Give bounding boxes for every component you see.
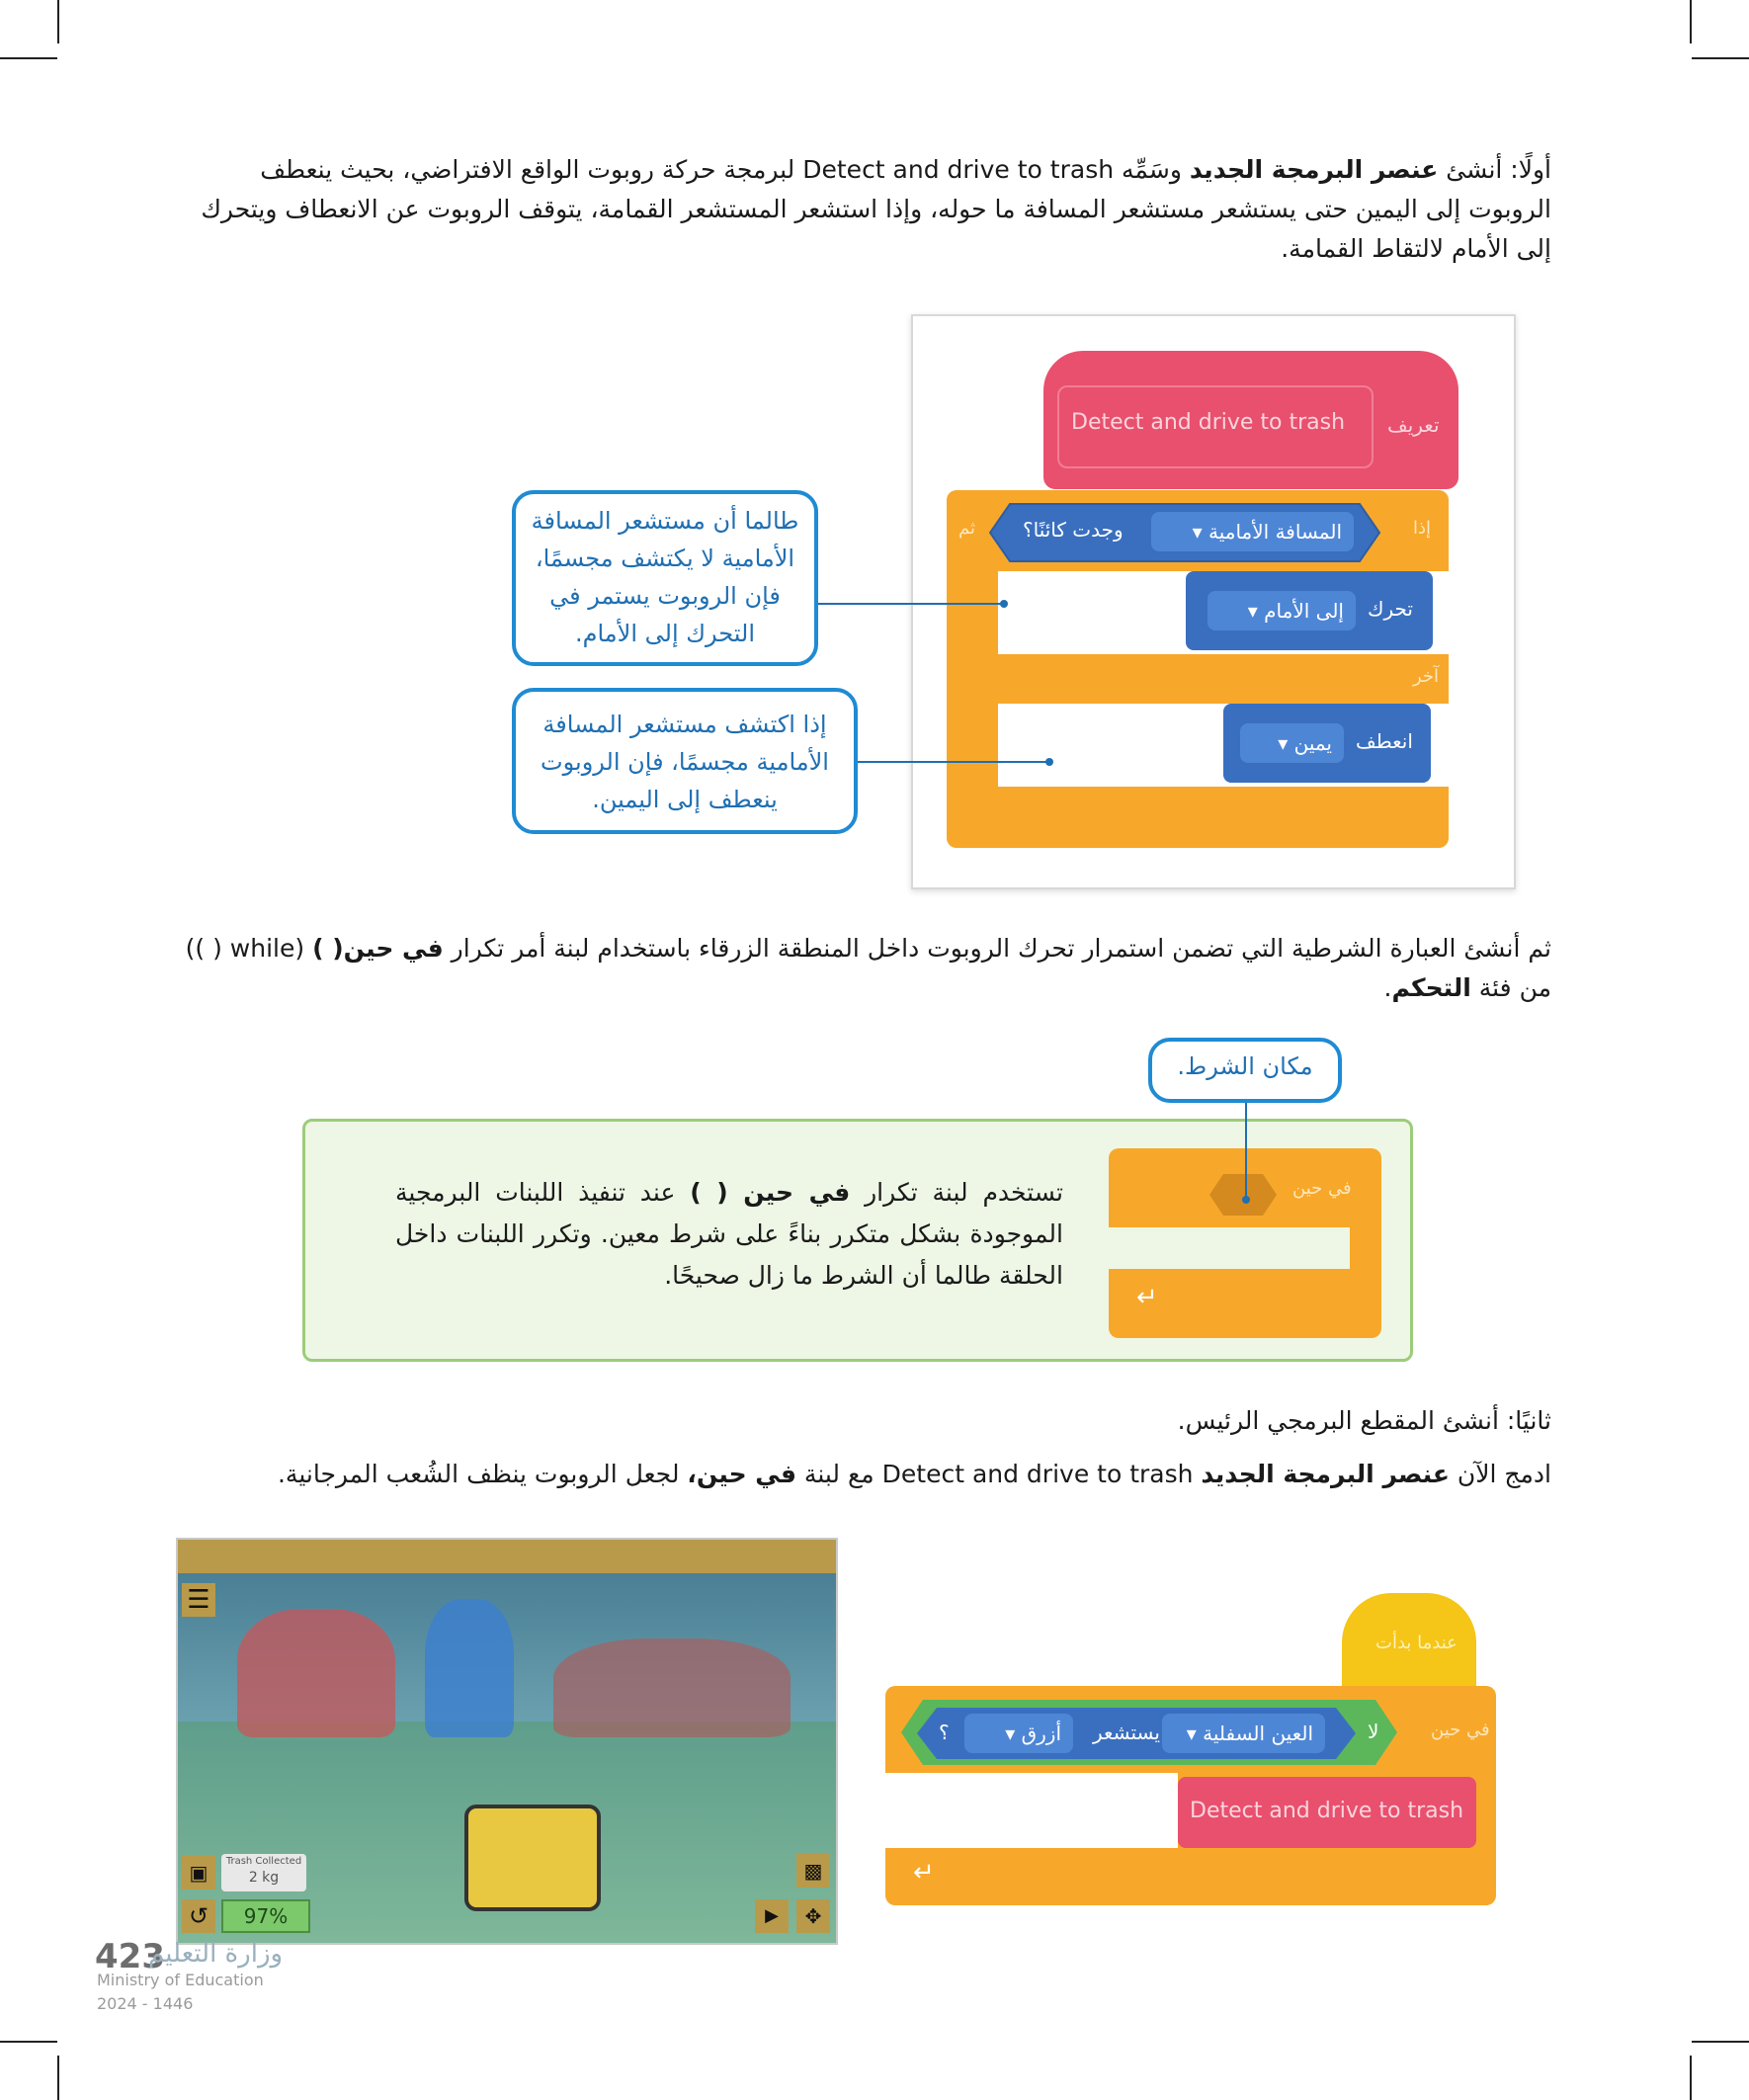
if-label: إذا [1413, 518, 1432, 539]
while-paragraph [183, 929, 1551, 1008]
merge-bold-new-block: عنصر البرمجة الجديد [1201, 1460, 1450, 1488]
move-direction-value: إلى الأمام [1264, 599, 1344, 623]
merge-name: Detect and drive to trash [874, 1460, 1202, 1488]
define-label: تعريف [1387, 413, 1440, 437]
intro-middle: وسَمِّه [1114, 155, 1190, 184]
while-info-text [395, 1172, 1063, 1297]
page-number: 423 [95, 1937, 165, 1976]
year: 2024 - 1446 [97, 1994, 194, 2013]
merge-with: مع لبنة [795, 1460, 874, 1488]
crop-mark [1690, 2056, 1692, 2100]
crop-mark [0, 2041, 57, 2043]
move-direction-dropdown[interactable] [1208, 591, 1356, 630]
battery-indicator [221, 1899, 310, 1933]
then-label: ثم [958, 518, 975, 539]
pan-icon[interactable]: ✥ [796, 1899, 830, 1933]
crop-mark [1692, 57, 1749, 59]
while-from: من فئة [1470, 973, 1551, 1002]
intro-paragraph [183, 150, 1551, 269]
crop-mark [0, 57, 57, 59]
chevron-down-icon: ▾ [1005, 1722, 1016, 1745]
turn-direction-dropdown[interactable] [1240, 723, 1344, 763]
detects-label: يستشعر [1093, 1721, 1160, 1744]
battery-value: 97% [243, 1904, 289, 1928]
when-started-label: عندما بدأت [1375, 1633, 1458, 1653]
intro-rest: لبرمجة حركة روبوت الواقع الافتراضي، بحيث ينعطف الروبوت إلى اليمين حتى يستشعر مستشعر المسافة ما حوله، وإذا استشعر المستشعر القمامة، يتوقف الروبوت عن الانعطاف ويتحرك إلى الأمام لالتقاط القمامة. [201, 155, 1551, 263]
while-bold: في حين( ) [312, 934, 444, 963]
camera-icon[interactable]: ▣ [182, 1856, 215, 1890]
front-distance-dropdown[interactable] [1151, 512, 1354, 551]
callout-turn: إذا اكتشف مستشعر المسافة الأمامية مجسمًا، فإن الروبوت ينعطف إلى اليمين. [512, 688, 858, 834]
coral-middle [425, 1599, 514, 1737]
loop-arrow-icon: ↵ [913, 1858, 935, 1888]
while-en: (while ( )) [185, 934, 313, 963]
intro-prefix: أولًا: أنشئ [1438, 155, 1551, 184]
merge-bold-while: في حين، [687, 1460, 796, 1488]
crop-mark [1690, 0, 1692, 43]
chevron-down-icon: ▾ [1247, 599, 1258, 623]
else-label: آخر [1413, 666, 1440, 687]
condition-callout: مكان الشرط. [1148, 1038, 1342, 1103]
second-step: ثانيًا: أنشئ المقطع البرمجي الرئيس. [1177, 1406, 1551, 1435]
while-prefix: ثم أنشئ العبارة الشرطية التي تضمن استمرار تحرك الروبوت داخل المنطقة الزرقاء باستخدام لبنة أمر تكرار [443, 934, 1551, 963]
callout-forward: طالما أن مستشعر المسافة الأمامية لا يكتشف مجسمًا، فإن الروبوت يستمر في التحرك إلى الأمام. [512, 490, 818, 666]
callout-forward-dot [1000, 600, 1008, 608]
merge-rest: لجعل الروبوت ينظف الشُعب المرجانية. [277, 1460, 688, 1488]
callout-turn-dot [1045, 758, 1053, 766]
move-label: تحرك [1368, 597, 1413, 621]
not-label: لا [1368, 1720, 1379, 1743]
game-top-bar [178, 1540, 838, 1573]
crop-mark [1692, 2041, 1749, 2043]
turn-direction-value: يمين [1293, 731, 1332, 755]
while-condition-slot [1208, 1172, 1279, 1218]
while-block-mouth [1109, 1227, 1350, 1269]
while-end: . [1383, 973, 1392, 1002]
intro-english-name: Detect and drive to trash [802, 155, 1115, 184]
merge-paragraph [183, 1455, 1551, 1494]
callout-turn-line [858, 761, 1049, 763]
color-dropdown[interactable] [964, 1714, 1073, 1753]
robot [464, 1805, 601, 1911]
info-bold-while: في حين ( ) [690, 1178, 851, 1207]
control-bold: التحكم [1391, 973, 1471, 1002]
reset-icon[interactable]: ↺ [182, 1899, 215, 1933]
condition-callout-dot [1242, 1196, 1250, 1204]
found-object-label: وجدت كائنًا؟ [1023, 518, 1124, 542]
bottom-eye-dropdown[interactable] [1162, 1714, 1325, 1753]
coral-left [237, 1609, 395, 1737]
question-mark: ؟ [939, 1721, 950, 1744]
trash-label: Trash Collected [225, 1856, 302, 1867]
chevron-down-icon: ▾ [1278, 731, 1289, 755]
trash-counter [221, 1854, 306, 1891]
chevron-down-icon: ▾ [1192, 520, 1203, 544]
chevron-down-icon: ▾ [1186, 1722, 1197, 1745]
loop-arrow-icon: ↵ [1136, 1283, 1158, 1312]
turn-label: انعطف [1356, 729, 1413, 753]
merge-prefix: ادمج الآن [1449, 1460, 1551, 1488]
while-block-label: في حين [1292, 1178, 1352, 1199]
game-screenshot [176, 1538, 838, 1945]
bottom-eye-value: العين السفلية [1203, 1722, 1313, 1745]
call-block-label: Detect and drive to trash [1190, 1799, 1464, 1823]
front-distance-value: المسافة الأمامية [1208, 520, 1342, 544]
crop-mark [57, 0, 59, 43]
intro-bold-new-block: عنصر البرمجة الجديد [1189, 155, 1439, 184]
info-prefix: تستخدم لبنة تكرار [850, 1178, 1063, 1207]
define-name: Detect and drive to trash [1071, 410, 1346, 435]
coral-right [553, 1638, 791, 1737]
info-rest: عند تنفيذ اللبنات البرمجية الموجودة بشكل متكرر بناءً على شرط معين. وتكرر اللبنات داخل الحلقة طالما أن الشرط ما زال صحيحًا. [395, 1178, 1063, 1290]
ministry-arabic: وزارة التعليم [148, 1939, 284, 1969]
crop-mark [57, 2056, 59, 2100]
menu-icon[interactable]: ☰ [182, 1583, 215, 1617]
while-main-label: في حين [1431, 1720, 1490, 1740]
trash-value: 2 kg [248, 1870, 280, 1886]
condition-callout-line [1245, 1103, 1247, 1200]
video-icon[interactable]: ▶ [755, 1899, 789, 1933]
callout-forward-line [818, 603, 1004, 605]
view-icon[interactable]: ▩ [796, 1854, 830, 1888]
color-value: أزرق [1021, 1722, 1061, 1745]
ministry-english: Ministry of Education [97, 1971, 264, 1989]
while-main-mouth [885, 1773, 1178, 1848]
